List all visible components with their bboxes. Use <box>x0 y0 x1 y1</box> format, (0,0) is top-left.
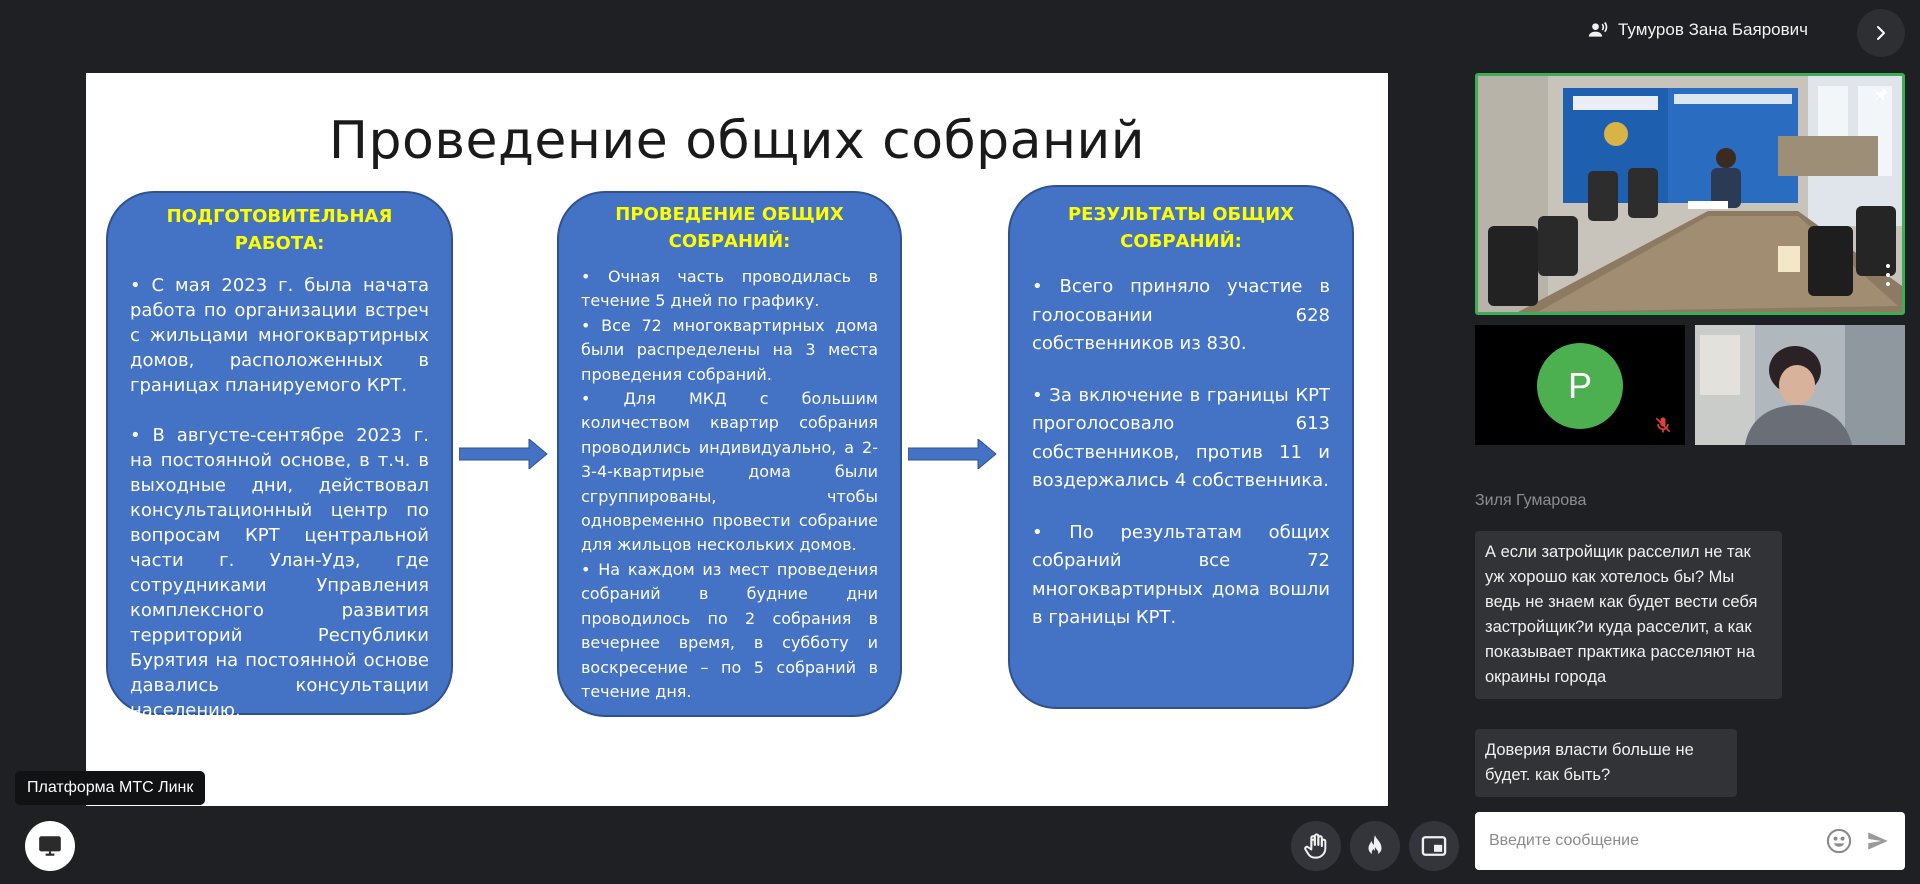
speaker-video-tile[interactable] <box>1475 73 1905 315</box>
card-results <box>1008 185 1354 709</box>
participant-video <box>1695 325 1905 445</box>
arrow-right-icon <box>459 439 549 469</box>
speaker-name: Тумуров Зана Баярович <box>1618 20 1808 39</box>
platform-tooltip: Платформа МТС Линк <box>15 771 205 805</box>
card-body <box>579 265 880 704</box>
slide-title: Проведение общих собраний <box>328 111 1146 171</box>
chat-input-bar <box>1475 812 1905 870</box>
chat-message: А если затройщик расселил не так уж хорошо как хотелось бы? Мы ведь не знаем как будет вести себя застройщик?и куда расселит, а как показывает практика расселяют на окраины города <box>1475 531 1782 699</box>
presentation-slide <box>86 73 1388 806</box>
chevron-right-icon <box>1872 24 1890 42</box>
card-paragraph: • Для МКД с большим количеством квартир собрания проводились индивидуально, а 2-3-4-квартирые дома были сгруппированы, чтобы одновременно провести собрание для жильцов нескольких домов. <box>581 389 878 555</box>
reactions-button[interactable] <box>1350 821 1400 871</box>
card-title: ПРОВЕДЕНИЕ ОБЩИХ СОБРАНИЙ: <box>615 204 844 252</box>
more-options-icon[interactable] <box>1886 264 1890 286</box>
conference-room-video <box>1478 76 1902 312</box>
card-meetings <box>557 191 902 717</box>
picture-in-picture-button[interactable] <box>1409 821 1459 871</box>
collapse-panel-button[interactable] <box>1857 9 1905 57</box>
emoji-icon[interactable] <box>1825 827 1853 855</box>
card-paragraph: • За включение в границы КРТ проголосовало 613 собственников, против 11 и воздержались 4 собственника. <box>1032 384 1330 491</box>
card-paragraph: • На каждом из мест проведения собраний в будние дни проводилось по 2 собрания в вечернее время, в субботу и воскресение – по 5 собраний в течение дня. <box>581 559 878 701</box>
chat-message: Доверия власти больше не будет. как быть? <box>1475 729 1737 797</box>
pip-icon <box>1420 832 1448 860</box>
send-icon[interactable] <box>1865 828 1891 854</box>
flame-icon <box>1362 833 1388 859</box>
card-title: РЕЗУЛЬТАТЫ ОБЩИХ СОБРАНИЙ: <box>1067 204 1295 252</box>
card-body <box>1030 273 1332 633</box>
chat-message-input[interactable] <box>1489 832 1813 850</box>
mic-off-icon <box>1653 415 1673 435</box>
card-preparation <box>106 191 453 721</box>
card-paragraph: • Очная часть проводилась в течение 5 дней по графику. <box>581 267 878 311</box>
card-body <box>128 273 431 723</box>
hand-icon <box>1302 832 1330 860</box>
chat-message-author: Зиля Гумарова <box>1475 492 1587 509</box>
card-paragraph: • По результатам общих собраний все 72 многоквартирных дома вошли в границы КРТ. <box>1032 521 1330 628</box>
monitor-icon <box>37 833 63 859</box>
participant-video-tile[interactable] <box>1695 325 1905 445</box>
card-paragraph: • Все 72 многоквартирных дома были распределены на 3 места проведения собраний. <box>581 315 878 384</box>
speaking-user-icon <box>1588 20 1608 40</box>
card-paragraph: • Всего приняло участие в голосовании 628 собственников из 830. <box>1032 276 1330 354</box>
raise-hand-button[interactable] <box>1291 821 1341 871</box>
avatar: P <box>1537 343 1623 429</box>
active-speaker <box>1588 20 1808 40</box>
pin-icon[interactable] <box>1874 86 1890 102</box>
card-paragraph: • В августе-сентябре 2023 г. на постоянной основе, в т.ч. в выходные дни, действовал консультационный центр по вопросам КРТ центральной части г. Улан-Удэ, где сотрудниками Управления комплексного развития территорий Республики Бурятия на постоянной основе давались консультации населению. <box>130 425 429 721</box>
participant-tile[interactable] <box>1475 325 1685 445</box>
arrow-right-icon <box>908 439 998 469</box>
card-paragraph: • С мая 2023 г. была начата работа по организации встреч с жильцами многоквартирных домов, расположенных в границах планируемого КРТ. <box>130 275 429 396</box>
screen-share-button[interactable] <box>25 821 75 871</box>
card-title: ПОДГОТОВИТЕЛЬНАЯ РАБОТА: <box>166 206 393 254</box>
